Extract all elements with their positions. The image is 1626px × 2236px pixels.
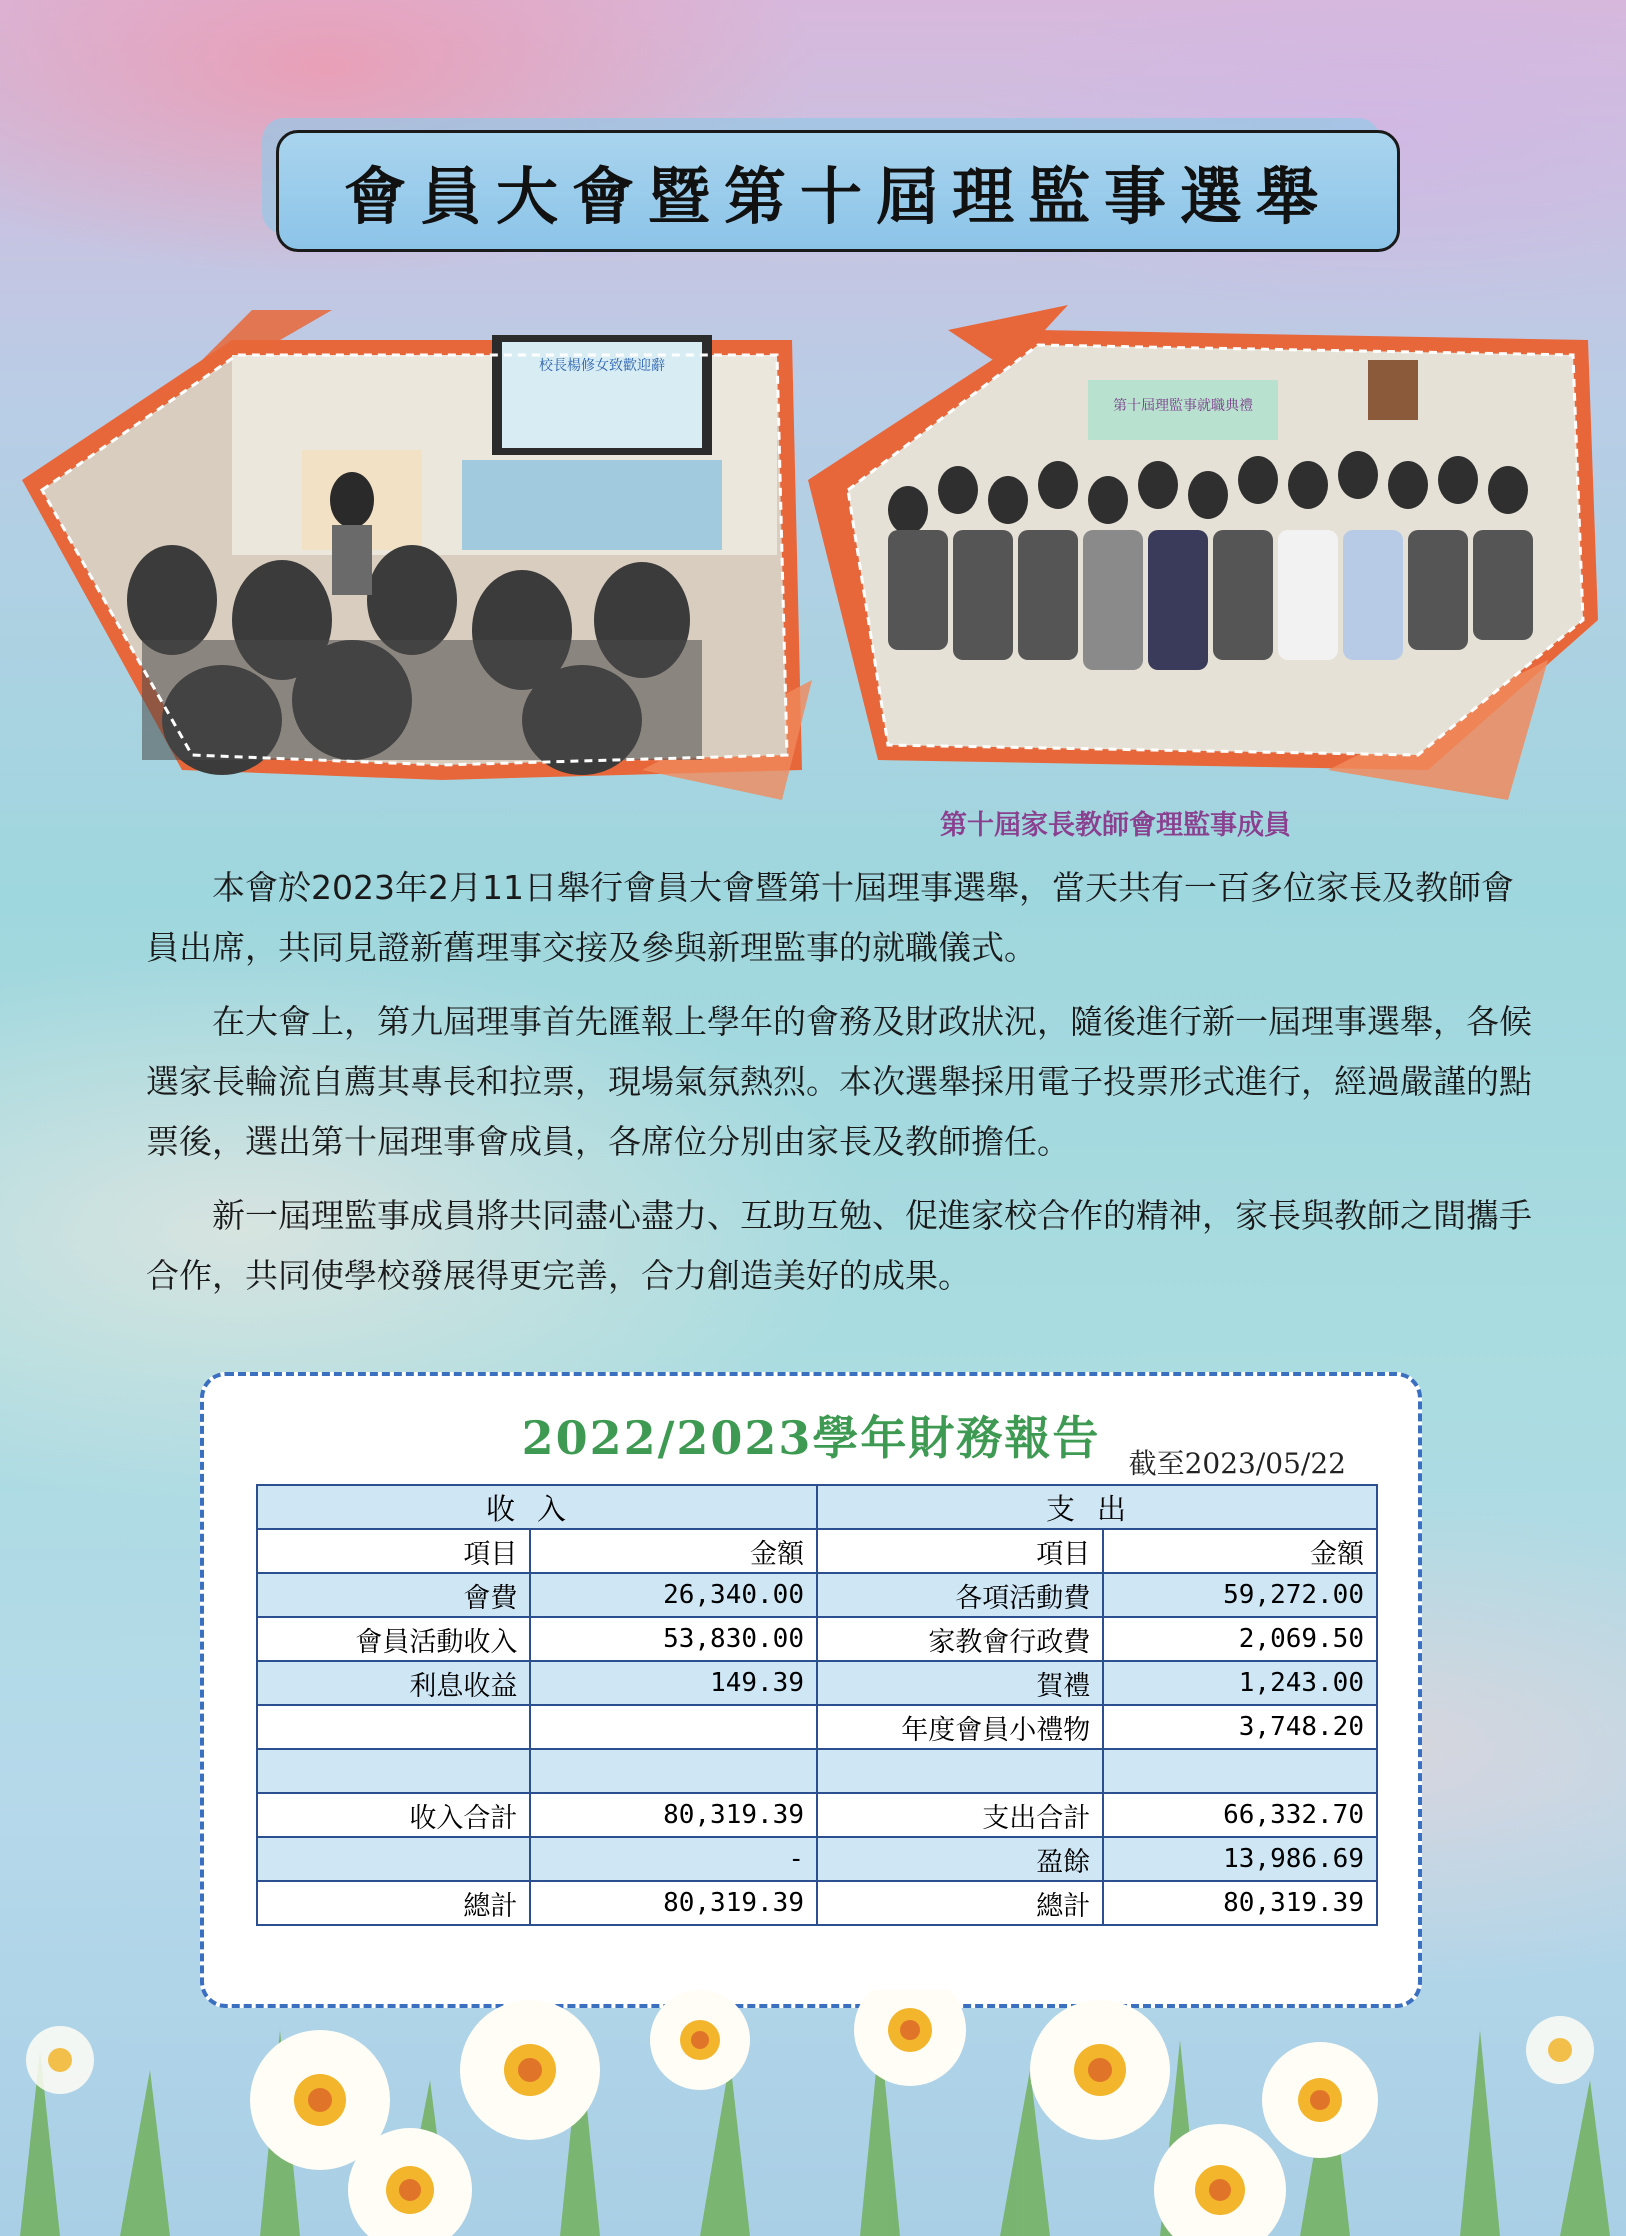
table-row — [257, 1793, 1377, 1837]
income-amount: 80,319.39 — [530, 1793, 817, 1837]
income-amount-header: 金額 — [530, 1529, 817, 1573]
expense-item: 支出合計 — [817, 1793, 1103, 1837]
expense-item-header: 項目 — [817, 1529, 1103, 1573]
photo-meeting — [22, 300, 812, 800]
photo-committee — [808, 300, 1608, 800]
expense-header: 支出 — [817, 1485, 1377, 1529]
page-title: 會員大會暨第十屆理監事選舉 — [343, 159, 1332, 233]
income-amount — [530, 1749, 817, 1793]
paragraph-2: 在大會上，第九屆理事首先匯報上學年的會務及財政狀況，隨後進行新一屆理事選舉，各候選家長輪流自薦其專長和拉票，現場氣氛熱烈。本次選舉採用電子投票形式進行，經過嚴謹的點票後，選出第十屆理事會成員，各席位分別由家長及教師擔任。 — [146, 1002, 1532, 1161]
expense-amount: 66,332.70 — [1103, 1793, 1377, 1837]
expense-amount — [1103, 1749, 1377, 1793]
income-amount: - — [530, 1837, 817, 1881]
title-banner — [276, 130, 1400, 252]
income-amount: 26,340.00 — [530, 1573, 817, 1617]
paragraph-3: 新一屆理監事成員將共同盡心盡力、互助互勉、促進家校合作的精神，家長與教師之間攜手合作，共同使學校發展得更完善，合力創造美好的成果。 — [146, 1196, 1532, 1295]
income-amount: 80,319.39 — [530, 1881, 817, 1925]
expense-amount: 3,748.20 — [1103, 1705, 1377, 1749]
income-item — [257, 1705, 530, 1749]
report-date: 截至2023/05/22 — [1128, 1447, 1346, 1480]
income-item: 利息收益 — [257, 1661, 530, 1705]
table-row — [257, 1837, 1377, 1881]
expense-item: 各項活動費 — [817, 1573, 1103, 1617]
flower-decoration — [0, 1990, 1626, 2236]
table-row — [257, 1705, 1377, 1749]
photo-committee-frame — [808, 300, 1608, 800]
expense-item: 年度會員小禮物 — [817, 1705, 1103, 1749]
expense-amount-header: 金額 — [1103, 1529, 1377, 1573]
income-amount — [530, 1705, 817, 1749]
table-row — [257, 1617, 1377, 1661]
photo-meeting-frame — [22, 300, 812, 800]
expense-amount: 80,319.39 — [1103, 1881, 1377, 1925]
income-item: 收入合計 — [257, 1793, 530, 1837]
banner-text: 第十屆理監事就職典禮 — [1113, 398, 1253, 414]
table-row — [257, 1881, 1377, 1925]
income-header: 收入 — [257, 1485, 817, 1529]
expense-item — [817, 1749, 1103, 1793]
expense-amount: 2,069.50 — [1103, 1617, 1377, 1661]
screen-text: 校長楊修女致歡迎辭 — [539, 358, 665, 374]
table-row — [257, 1573, 1377, 1617]
daffodil-icon — [0, 1990, 1626, 2236]
expense-item: 家教會行政費 — [817, 1617, 1103, 1661]
expense-amount: 59,272.00 — [1103, 1573, 1377, 1617]
income-amount: 149.39 — [530, 1661, 817, 1705]
finance-table — [256, 1484, 1378, 1926]
income-item-header: 項目 — [257, 1529, 530, 1573]
photo-caption: 第十屆家長教師會理監事成員 — [940, 810, 1291, 841]
table-row — [257, 1661, 1377, 1705]
income-item: 會員活動收入 — [257, 1617, 530, 1661]
financial-report — [200, 1372, 1422, 2008]
paragraph-1: 本會於2023年2月11日舉行會員大會暨第十屆理事選舉，當天共有一百多位家長及教師會員出席，共同見證新舊理事交接及參與新理監事的就職儀式。 — [146, 868, 1514, 967]
expense-amount: 1,243.00 — [1103, 1661, 1377, 1705]
income-item — [257, 1837, 530, 1881]
expense-item: 賀禮 — [817, 1661, 1103, 1705]
income-amount: 53,830.00 — [530, 1617, 817, 1661]
income-item: 會費 — [257, 1573, 530, 1617]
report-title: 2022/2023學年財務報告 — [521, 1411, 1101, 1465]
expense-item: 盈餘 — [817, 1837, 1103, 1881]
income-item: 總計 — [257, 1881, 530, 1925]
income-item — [257, 1749, 530, 1793]
table-row — [257, 1749, 1377, 1793]
expense-item: 總計 — [817, 1881, 1103, 1925]
expense-amount: 13,986.69 — [1103, 1837, 1377, 1881]
